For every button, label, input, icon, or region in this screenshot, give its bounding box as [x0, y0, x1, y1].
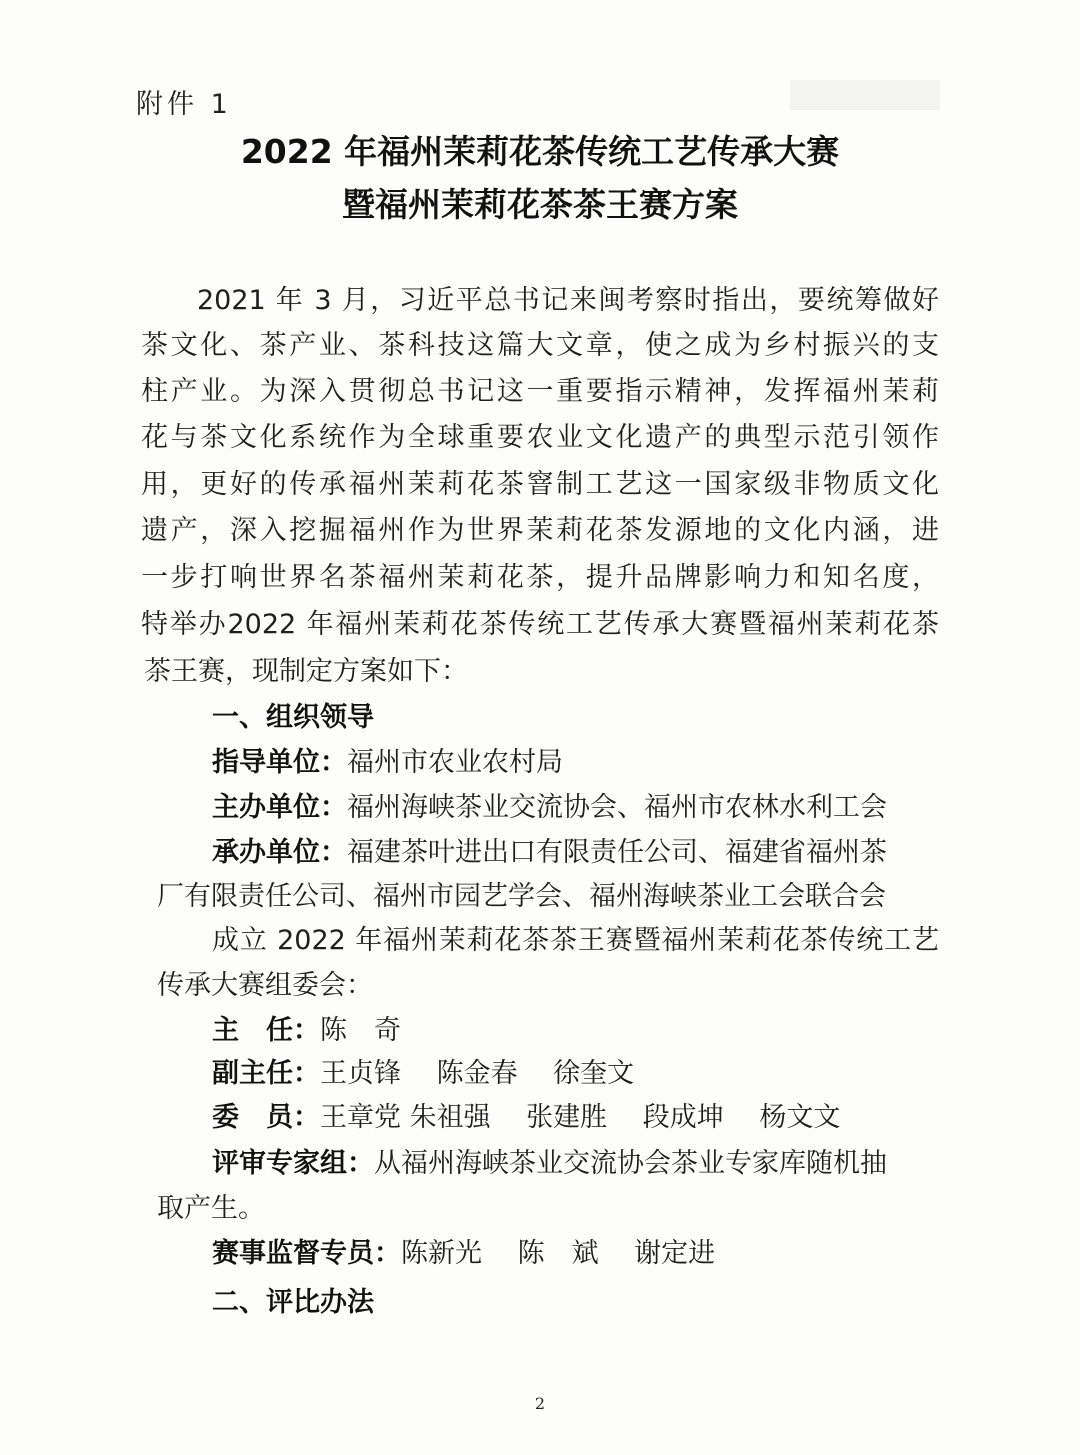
page-number: 2: [534, 1394, 546, 1413]
supervisor-row: [212, 1231, 715, 1270]
guide-value: 福州市农业农村局: [347, 747, 563, 778]
director-value: 陈 奇: [320, 1015, 401, 1046]
section-heading-2: 二、评比办法: [212, 1287, 374, 1318]
intro-line: 花与茶文化系统作为全球重要农业文化遗产的典型示范引领作: [141, 422, 939, 453]
director-label: 主 任：: [212, 1015, 320, 1046]
expert-value: 从福州海峡茶业交流协会茶业专家库随机抽: [374, 1148, 887, 1179]
committee-line: 传承大赛组委会：: [157, 970, 373, 1001]
organizer-row: [212, 830, 939, 869]
document-title-line-1: 2022 年福州茉莉花茶传统工艺传承大赛: [240, 132, 840, 171]
intro-line: 茶王赛，现制定方案如下：: [144, 656, 468, 687]
intro-line: 特举办2022 年福州茉莉花茶传统工艺传承大赛暨福州茉莉花茶: [141, 609, 939, 640]
vice-director-label: 副主任：: [212, 1058, 320, 1089]
organizer-value: 福建茶叶进出口有限责任公司、福建省福州茶: [347, 837, 887, 868]
host-value: 福州海峡茶业交流协会、福州市农林水利工会: [347, 792, 887, 823]
section-heading-1: 一、组织领导: [212, 702, 374, 733]
organizer-label: 承办单位：: [212, 837, 347, 868]
guide-label: 指导单位：: [212, 747, 347, 778]
intro-line: 茶文化、茶产业、茶科技这篇大文章，使之成为乡村振兴的支: [141, 330, 939, 361]
vice-director-value: 王贞锋 陈金春 徐奎文: [320, 1058, 635, 1089]
expert-label: 评审专家组：: [212, 1148, 374, 1179]
member-label: 委 员：: [212, 1102, 320, 1133]
intro-line: 2021 年 3 月，习近平总书记来闽考察时指出，要统筹做好: [197, 285, 939, 316]
intro-line: 柱产业。为深入贯彻总书记这一重要指示精神，发挥福州茉莉: [141, 376, 939, 407]
expert-row: [212, 1141, 939, 1180]
host-row: [212, 785, 887, 824]
guide-row: [212, 740, 563, 779]
scan-shadow: [790, 80, 940, 110]
intro-line: 一步打响世界名茶福州茉莉花茶，提升品牌影响力和知名度，: [141, 562, 939, 593]
expert-continuation: 取产生。: [157, 1193, 265, 1224]
intro-line: 用，更好的传承福州茉莉花茶窨制工艺这一国家级非物质文化: [141, 469, 939, 500]
supervisor-value: 陈新光 陈 斌 谢定进: [401, 1238, 716, 1269]
document-title-line-2: 暨福州茉莉花茶茶王赛方案: [342, 185, 738, 224]
intro-line: 遗产，深入挖掘福州作为世界茉莉花茶发源地的文化内涵，进: [141, 515, 939, 546]
member-row: [212, 1095, 840, 1134]
member-value: 王章党 朱祖强 张建胜 段成坤 杨文文: [320, 1102, 841, 1133]
attachment-label: 附件 1: [136, 89, 232, 120]
vice-director-row: [212, 1051, 634, 1090]
host-label: 主办单位：: [212, 792, 347, 823]
supervisor-label: 赛事监督专员：: [212, 1238, 401, 1269]
committee-line: 成立 2022 年福州茉莉花茶茶王赛暨福州茉莉花茶传统工艺: [212, 925, 939, 956]
organizer-continuation: 厂有限责任公司、福州市园艺学会、福州海峡茶业工会联合会: [157, 881, 886, 912]
director-row: [212, 1008, 401, 1047]
